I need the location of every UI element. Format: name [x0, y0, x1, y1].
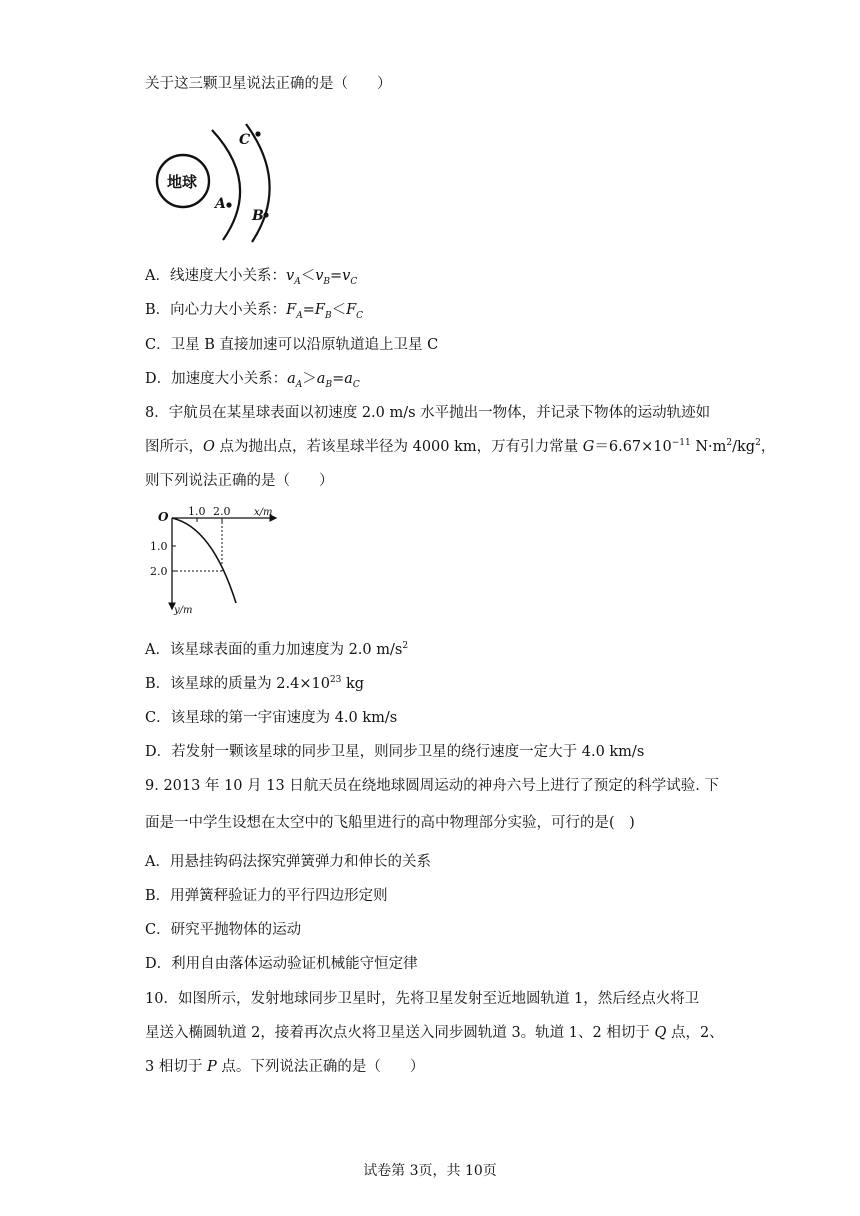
q7-option-d: D．加速度大小关系：$a_A>a_B=a_C$	[145, 371, 360, 390]
q7-option-c: C．卫星 B 直接加速可以沿原轨道追上卫星 C	[145, 337, 439, 353]
satellite-b-dot	[263, 212, 268, 217]
q9-option-c: C．研究平抛物体的运动	[145, 922, 302, 938]
q8-option-c: C．该星球的第一宇宙速度为 4.0 km/s	[145, 710, 398, 726]
q9-option-b: B．用弹簧秤验证力的平行四边形定则	[145, 888, 388, 904]
x-tick-label-1: 1.0	[188, 505, 206, 518]
q9-option-a: A．用悬挂钩码法探究弹簧弹力和伸长的关系	[145, 854, 431, 870]
x-tick-label-2: 2.0	[213, 505, 231, 518]
label-a: A	[215, 196, 226, 212]
q8-stem-line2: 图所示，O 点为抛出点，若该星球半径为 4000 km，万有引力常量 $G=6.67\times 10^{-11}$ $N\cdot m^2/kg^2$，	[145, 438, 776, 455]
q8-stem-line3: 则下列说法正确的是（ ）	[145, 473, 334, 489]
trajectory-curve	[172, 518, 236, 603]
label-b: B	[252, 208, 264, 224]
earth-label: 地球	[167, 174, 198, 191]
q7-stem: 关于这三颗卫星说法正确的是（ ）	[145, 76, 392, 92]
q8-option-a: A．该星球表面的重力加速度为 2.0 $m/s^2$	[145, 641, 409, 658]
q9-option-d: D．利用自由落体运动验证机械能守恒定律	[145, 956, 418, 972]
y-tick-label-1: 1.0	[150, 540, 168, 553]
label-c: C	[239, 132, 251, 148]
q7-orbit-figure	[150, 122, 290, 247]
y-tick-label-2: 2.0	[150, 565, 168, 578]
x-axis-label: x/m	[254, 507, 273, 518]
q9-stem-line2: 面是一中学生设想在太空中的飞船里进行的高中物理部分实验，可行的是( )	[145, 815, 635, 831]
origin-label: O	[158, 510, 169, 524]
q10-stem-line1: 10．如图所示，发射地球同步卫星时，先将卫星发射至近地圆轨道 1，然后经点火将卫	[145, 991, 700, 1007]
q9-stem-line1: 9. 2013 年 10 月 13 日航天员在绕地球圆周运动的神舟六号上进行了预定的科学试验. 下	[145, 778, 720, 794]
q8-option-d: D．若发射一颗该星球的同步卫星，则同步卫星的绕行速度一定大于 4.0 km/s	[145, 744, 645, 760]
satellite-c-dot	[255, 131, 260, 136]
q8-stem-line1: 8．宇航员在某星球表面以初速度 2.0 m/s 水平抛出一物体，并记录下物体的运动轨迹如	[145, 405, 711, 421]
q10-stem-line2: 星送入椭圆轨道 2，接着再次点火将卫星送入同步圆轨道 3。轨道 1、2 相切于 Q 点，2、	[145, 1025, 724, 1041]
page-footer: 试卷第 3页，共 10页	[363, 1163, 497, 1179]
orbit-inner	[212, 130, 240, 240]
q7-option-b: B．向心力大小关系：$F_A=F_B<F_C$	[145, 302, 364, 321]
y-axis-label: y/m	[174, 605, 193, 615]
q10-stem-line3: 3 相切于 P 点。下列说法正确的是（ ）	[145, 1059, 425, 1075]
q8-option-b: B．该星球的质量为 $2.4\times 10^{23}$ kg	[145, 675, 365, 692]
q7-option-a: A．线速度大小关系：$v_A<v_B=v_C$	[145, 268, 358, 287]
satellite-a-dot	[226, 202, 231, 207]
q8-trajectory-figure	[148, 505, 283, 615]
